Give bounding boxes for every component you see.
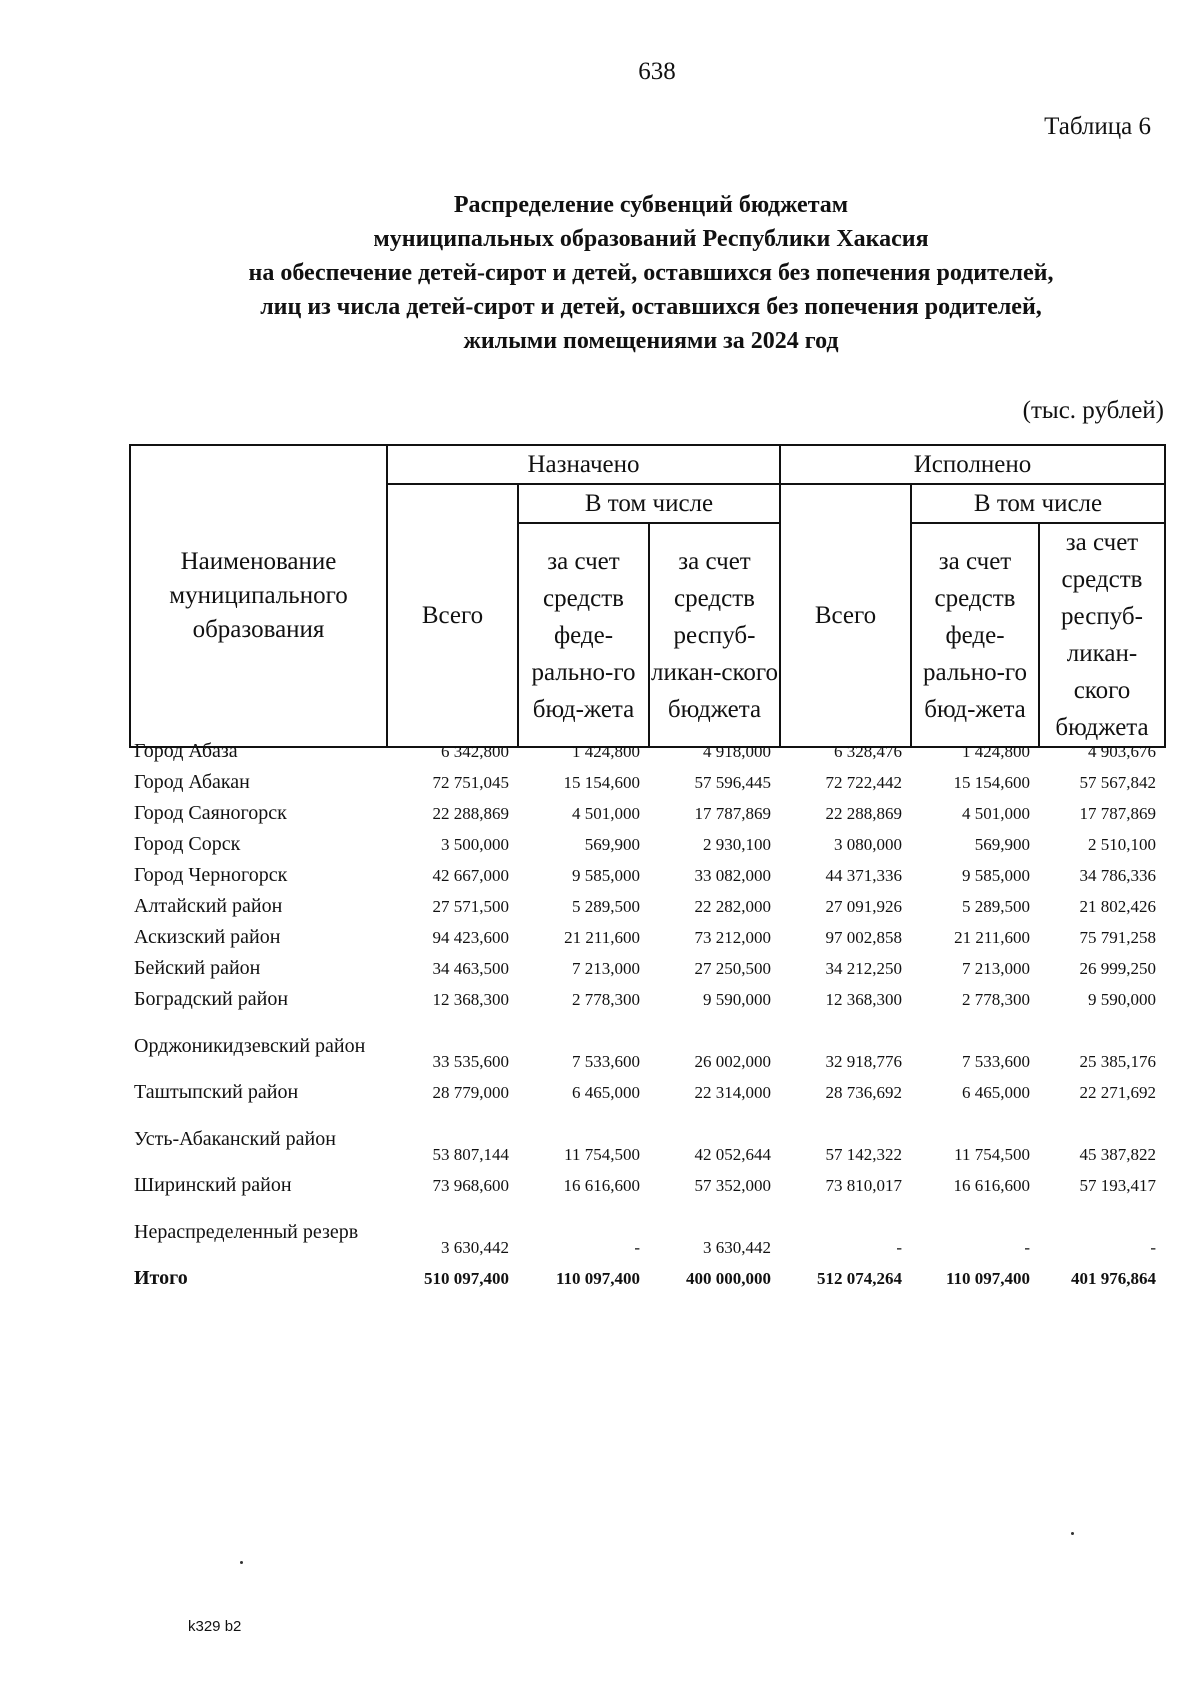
cell-a-rep: 73 212,000 [694,928,771,947]
scan-speck [240,1561,243,1564]
table-number: Таблица 6 [1044,113,1151,140]
cell-e-rep: 75 791,258 [1079,928,1156,947]
cell-a-total: 42 667,000 [432,866,509,885]
cell-a-rep: 42 052,644 [694,1145,771,1164]
cell-a-fed: 5 289,500 [572,897,640,916]
cell-a-rep: 2 930,100 [703,835,771,854]
table-row [134,798,1164,829]
table-row [134,1077,1164,1108]
title-line: лиц из числа детей-сирот и детей, оставшихся без попечения родителей, [260,294,1042,320]
cell-e-fed: 2 778,300 [962,990,1030,1009]
cell-e-total: 512 074,264 [817,1269,902,1288]
cell-e-rep: 26 999,250 [1079,959,1156,978]
cell-a-total: 27 571,500 [432,897,509,916]
row-name: Город Саяногорск [134,802,287,824]
header-executed-republican: за счет средств респуб-ликан-ского бюджета [1039,523,1165,747]
cell-a-rep: 27 250,500 [694,959,771,978]
cell-e-rep: - [1150,1238,1156,1257]
cell-a-total: 28 779,000 [432,1083,509,1102]
cell-e-rep: 22 271,692 [1079,1083,1156,1102]
cell-a-total: 72 751,045 [432,773,509,792]
cell-e-total: 72 722,442 [825,773,902,792]
header-assigned: Назначено [387,445,780,484]
cell-a-fed: 21 211,600 [564,928,640,947]
table-header [129,444,1166,748]
cell-a-rep: 9 590,000 [703,990,771,1009]
row-name: Ширинский район [134,1174,292,1196]
cell-a-fed: 16 616,600 [563,1176,640,1195]
footer-code: k329 b2 [188,1618,242,1635]
page-number: 638 [638,58,676,85]
cell-e-fed: 7 533,600 [962,1052,1030,1071]
cell-a-fed: 110 097,400 [555,1269,640,1288]
header-assigned-republican: за счет средств респуб-ликан-ского бюджета [649,523,780,747]
cell-e-total: 12 368,300 [825,990,902,1009]
cell-e-fed: - [1024,1238,1030,1257]
cell-a-rep: 57 352,000 [694,1176,771,1195]
cell-a-rep: 17 787,869 [694,804,771,823]
cell-e-rep: 21 802,426 [1079,897,1156,916]
cell-e-total: 97 002,858 [825,928,902,947]
cell-a-total: 3 500,000 [441,835,509,854]
title-line: Распределение субвенций бюджетам [453,192,849,218]
header-name: Наименование муниципального образования [130,445,387,747]
table-row [134,984,1164,1015]
cell-a-fed: 4 501,000 [572,804,640,823]
cell-e-fed: 15 154,600 [953,773,1030,792]
cell-a-fed: 7 533,600 [572,1052,640,1071]
cell-a-fed: - [634,1238,640,1257]
cell-e-fed: 9 585,000 [962,866,1030,885]
cell-e-rep: 401 976,864 [1071,1269,1156,1288]
cell-a-rep: 22 314,000 [694,1083,771,1102]
table-row [134,1201,1164,1263]
cell-e-fed: 569,900 [974,835,1030,854]
cell-a-fed: 9 585,000 [572,866,640,885]
table-row [134,891,1164,922]
row-name: Город Черногорск [134,864,288,886]
row-name: Боградский район [134,988,289,1010]
cell-e-total: 22 288,869 [825,804,902,823]
cell-e-total: 6 328,476 [834,742,902,761]
table-row [134,860,1164,891]
cell-e-rep: 57 193,417 [1079,1176,1156,1195]
cell-a-rep: 57 596,445 [694,773,771,792]
cell-a-total: 34 463,500 [432,959,509,978]
cell-e-rep: 34 786,336 [1079,866,1156,885]
cell-e-fed: 6 465,000 [962,1083,1030,1102]
row-name: Аскизский район [134,926,281,948]
cell-e-rep: 45 387,822 [1079,1145,1156,1164]
cell-a-fed: 6 465,000 [572,1083,640,1102]
cell-a-total: 6 342,800 [441,742,509,761]
cell-a-fed: 1 424,800 [572,742,640,761]
cell-e-rep: 17 787,869 [1079,804,1156,823]
cell-e-total: 34 212,250 [825,959,902,978]
table-row [134,1108,1164,1170]
cell-e-total: 73 810,017 [825,1176,902,1195]
table-row [134,767,1164,798]
cell-a-total: 3 630,442 [441,1238,509,1257]
cell-a-fed: 15 154,600 [563,773,640,792]
cell-a-fed: 569,900 [584,835,640,854]
document-title [40,188,1200,358]
cell-a-fed: 7 213,000 [572,959,640,978]
row-name: Город Абаза [134,740,238,762]
row-name: Алтайский район [134,895,283,917]
table-row [134,953,1164,984]
cell-e-rep: 4 903,676 [1088,742,1156,761]
cell-a-rep: 3 630,442 [703,1238,771,1257]
header-executed-federal: за счет средств феде-рально-го бюд-жета [911,523,1039,747]
cell-e-fed: 16 616,600 [953,1176,1030,1195]
table-row [134,829,1164,860]
row-name: Усть-Абаканский район [134,1127,336,1150]
cell-a-total: 12 368,300 [432,990,509,1009]
title-line: жилыми помещениями за 2024 год [463,328,839,354]
cell-a-total: 73 968,600 [432,1176,509,1195]
header-assigned-total: Всего [387,484,518,747]
cell-a-rep: 4 918,000 [703,742,771,761]
cell-a-rep: 22 282,000 [694,897,771,916]
cell-e-fed: 1 424,800 [962,742,1030,761]
row-name: Таштыпский район [134,1081,299,1103]
header-assigned-federal: за счет средств феде-рально-го бюд-жета [518,523,649,747]
cell-e-total: 28 736,692 [825,1083,902,1102]
cell-e-total: - [896,1238,902,1257]
cell-a-total: 53 807,144 [432,1145,509,1164]
cell-e-rep: 57 567,842 [1079,773,1156,792]
table-row [134,1170,1164,1201]
scan-speck [1071,1532,1074,1535]
table-row [134,922,1164,953]
header-executed-total: Всего [780,484,911,747]
cell-e-total: 27 091,926 [825,897,902,916]
table-row [134,1015,1164,1077]
cell-e-fed: 21 211,600 [954,928,1030,947]
cell-e-fed: 5 289,500 [962,897,1030,916]
cell-e-total: 32 918,776 [825,1052,902,1071]
row-name: Бейский район [134,957,261,979]
header-executed-including: В том числе [911,484,1165,523]
header-executed: Исполнено [780,445,1165,484]
total-row [134,1263,1164,1294]
cell-e-total: 57 142,322 [825,1145,902,1164]
cell-e-rep: 25 385,176 [1079,1052,1156,1071]
cell-a-total: 22 288,869 [432,804,509,823]
cell-a-rep: 26 002,000 [694,1052,771,1071]
table-row [134,736,1164,767]
data-table [134,736,1164,1294]
cell-e-fed: 4 501,000 [962,804,1030,823]
cell-a-total: 33 535,600 [432,1052,509,1071]
cell-e-total: 3 080,000 [834,835,902,854]
header-assigned-including: В том числе [518,484,780,523]
cell-a-fed: 11 754,500 [564,1145,640,1164]
row-name: Город Сорск [134,833,241,855]
cell-e-total: 44 371,336 [825,866,902,885]
cell-a-rep: 400 000,000 [686,1269,771,1288]
cell-e-fed: 11 754,500 [954,1145,1030,1164]
cell-a-fed: 2 778,300 [572,990,640,1009]
cell-e-fed: 110 097,400 [945,1269,1030,1288]
cell-e-rep: 9 590,000 [1088,990,1156,1009]
row-name: Город Абакан [134,771,250,793]
units-label: (тыс. рублей) [1022,397,1164,424]
cell-e-rep: 2 510,100 [1088,835,1156,854]
cell-a-total: 510 097,400 [424,1269,509,1288]
title-line: муниципальных образований Республики Хакасия [373,226,929,252]
cell-e-fed: 7 213,000 [962,959,1030,978]
cell-a-rep: 33 082,000 [694,866,771,885]
row-name: Итого [134,1267,188,1289]
cell-a-total: 94 423,600 [432,928,509,947]
row-name: Орджоникидзевский район [134,1034,366,1057]
title-line: на обеспечение детей-сирот и детей, оставшихся без попечения родителей, [248,260,1054,286]
row-name: Нераспределенный резерв [134,1220,359,1243]
